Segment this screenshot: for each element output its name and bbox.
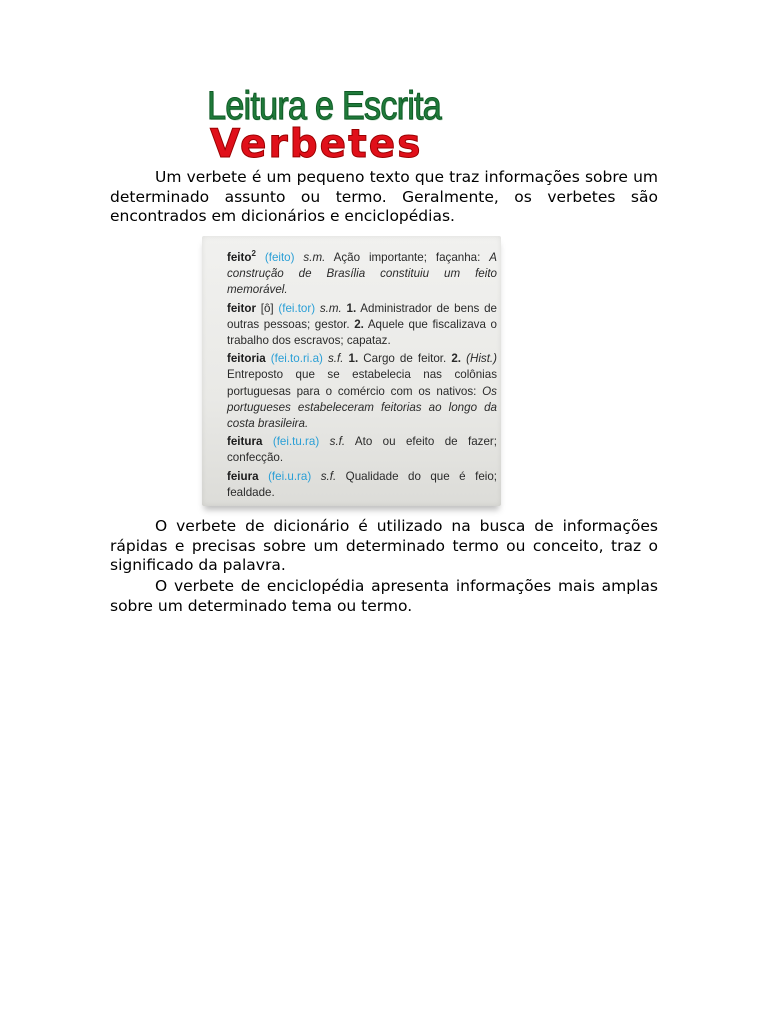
title-verbetes: Verbetes [210, 122, 423, 167]
entry-syllables: (fei.tor) [278, 301, 316, 315]
entry-pronunciation: [ô] [260, 301, 274, 315]
dictionary-entry-feiura [227, 469, 497, 501]
entry-syllables: (fei.tu.ra) [272, 435, 320, 449]
entry-superscript: 2 [251, 249, 256, 259]
entry-label: (Hist.) [466, 352, 498, 366]
entry-sense-number: 1. [346, 301, 357, 315]
entry-headword: feitoria [227, 352, 266, 366]
encyclopedia-verbete-paragraph: O verbete de enciclopédia apresenta informações mais amplas sobre um determinado tema ou termo. [110, 577, 658, 615]
entry-headword: feito [227, 251, 252, 264]
entry-sense-number: 1. [348, 352, 359, 366]
entry-sense-number: 2. [451, 352, 462, 366]
title-block [207, 84, 477, 167]
entry-class: s.f. [328, 352, 344, 366]
entry-syllables: (feito) [264, 251, 295, 264]
dictionary-entry-feitura [227, 434, 497, 466]
entry-definition: Ação importante; façanha: [333, 251, 481, 264]
entry-class: s.f. [320, 469, 337, 483]
entry-definition: Ato ou efeito de fazer; confecção. [227, 435, 497, 465]
entry-headword: feitura [227, 435, 263, 449]
dictionary-entries [227, 250, 497, 503]
dictionary-entry-feitoria [227, 351, 497, 432]
entry-headword: feiura [227, 469, 259, 483]
entry-example: A construção de Brasília constituiu um feito memorável. [227, 251, 497, 297]
entry-class: s.m. [303, 251, 326, 264]
entry-syllables: (fei.u.ra) [268, 469, 312, 483]
entry-headword: feitor [227, 301, 256, 315]
title-leitura-e-escrita: Leitura e Escrita [207, 84, 441, 128]
entry-definition: Cargo de feitor. [363, 352, 447, 366]
dictionary-excerpt-image [202, 236, 501, 506]
entry-syllables: (fei.to.ri.a) [270, 352, 323, 366]
dictionary-verbete-paragraph: O verbete de dicionário é utilizado na busca de informações rápidas e precisas sobre um determinado termo ou conceito, traz o significado da palavra. [110, 517, 658, 574]
dictionary-entry-feito [227, 250, 497, 299]
entry-class: s.m. [319, 301, 342, 315]
entry-example: Os portugueses estabeleceram feitorias ao longo da costa brasileira. [227, 384, 497, 431]
entry-class: s.f. [329, 435, 346, 449]
entry-definition: Entreposto que se estabelecia nas colônias portuguesas para o comércio com os nativos: [227, 368, 497, 398]
dictionary-entry-feitor [227, 301, 497, 350]
entry-sense-number: 2. [354, 317, 364, 331]
entry-definition: Qualidade do que é feio; fealdade. [227, 469, 498, 499]
entry-definition: Administrador de bens de outras pessoas; gestor. [227, 301, 497, 331]
intro-paragraph: Um verbete é um pequeno texto que traz informações sobre um determinado assunto ou termo. Geralmente, os verbetes são encontrados em dicionários e enciclopédias. [110, 168, 658, 225]
entry-definition: Aquele que fiscalizava o trabalho dos escravos; capataz. [227, 317, 497, 348]
